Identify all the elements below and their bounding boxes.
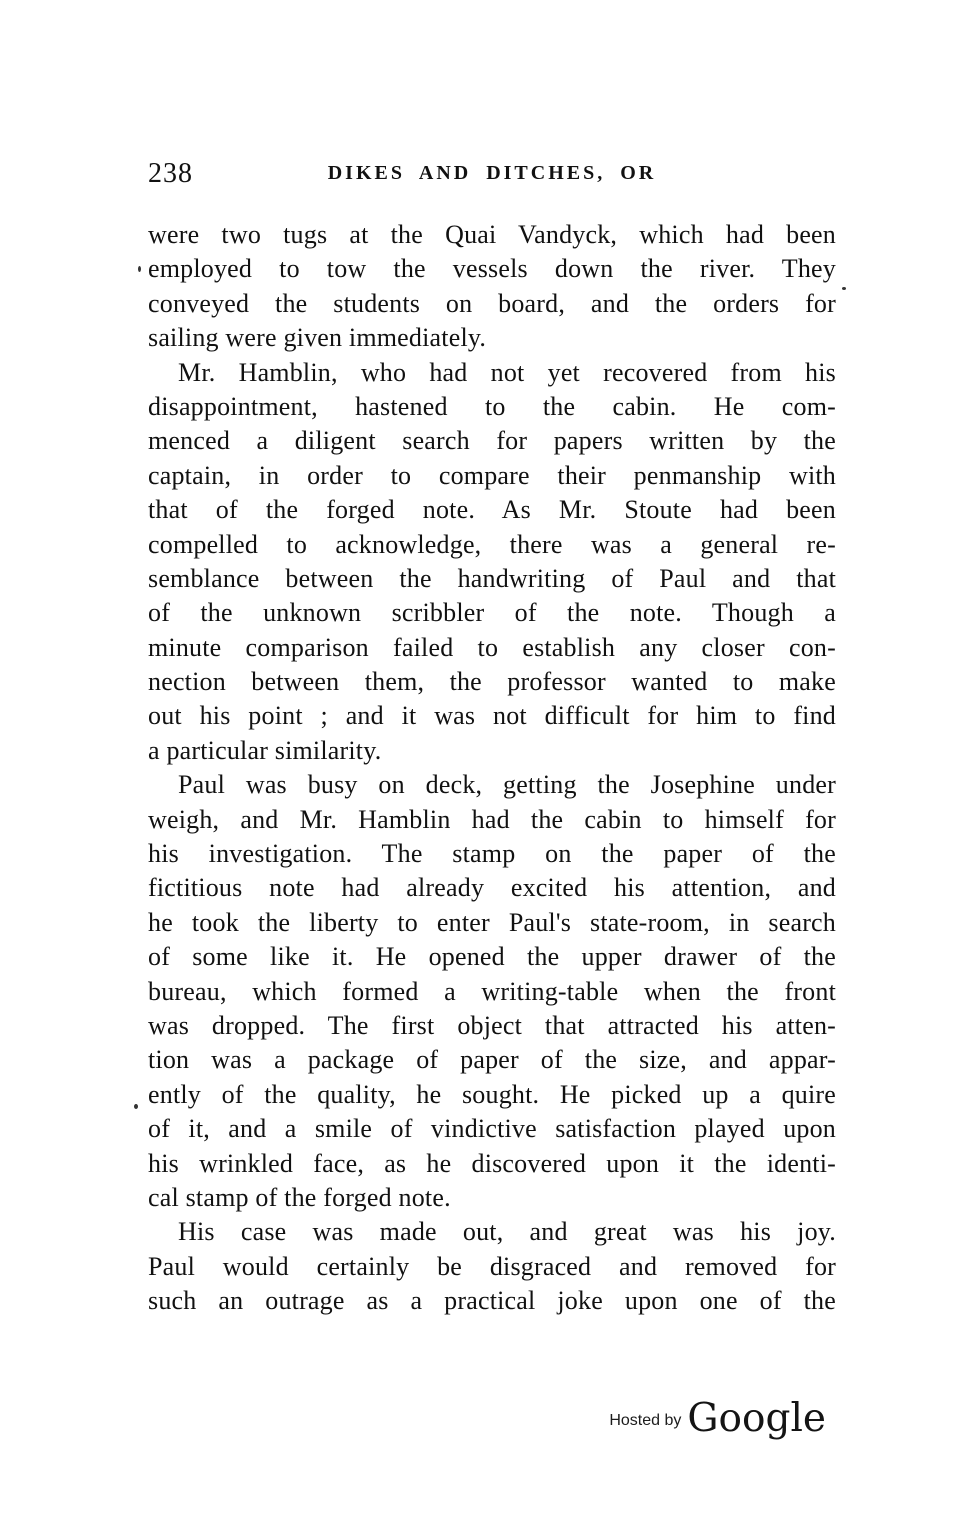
- text-line: His case was made out, and great was his joy.: [178, 1217, 836, 1247]
- scan-artifact: [842, 287, 846, 290]
- text-body: [148, 218, 836, 1319]
- page-header: [148, 158, 836, 194]
- text-line: minute comparison failed to establish any closer con-: [148, 632, 836, 662]
- text-line: was dropped. The first object that attracted his atten-: [148, 1010, 836, 1040]
- text-line: ently of the quality, he sought. He picked up a quire: [148, 1079, 836, 1109]
- text-line: fictitious note had already excited his attention, and: [148, 873, 836, 903]
- text-line: his wrinkled face, as he discovered upon it the identi-: [148, 1148, 836, 1178]
- text-line: that of the forged note. As Mr. Stoute had been: [148, 495, 836, 525]
- text-line: his investigation. The stamp on the paper of the: [148, 839, 836, 869]
- text-line: sailing were given immediately.: [148, 323, 487, 353]
- text-line: tion was a package of paper of the size, and appar-: [148, 1045, 836, 1075]
- text-line: cal stamp of the forged note.: [148, 1182, 451, 1212]
- text-line: a particular similarity.: [148, 735, 382, 765]
- text-line: were two tugs at the Quai Vandyck, which had been: [148, 220, 836, 249]
- text-line: menced a diligent search for papers written by the: [148, 426, 836, 456]
- scan-artifact: [134, 1104, 138, 1109]
- text-line: Paul would certainly be disgraced and removed for: [148, 1251, 836, 1281]
- text-line: out his point ; and it was not difficult for him to find: [148, 701, 836, 731]
- text-line: Paul was busy on deck, getting the Josephine under: [178, 770, 836, 800]
- text-line: semblance between the handwriting of Paul and that: [148, 563, 836, 593]
- text-line: weigh, and Mr. Hamblin had the cabin to himself for: [148, 804, 836, 834]
- text-line: such an outrage as a practical joke upon one of the: [148, 1286, 836, 1316]
- text-line: compelled to acknowledge, there was a general re-: [148, 529, 836, 559]
- text-line: of it, and a smile of vindictive satisfaction played upon: [148, 1114, 836, 1144]
- text-line: captain, in order to compare their penmanship with: [148, 460, 836, 490]
- footer-watermark: [609, 1392, 826, 1444]
- text-line: disappointment, hastened to the cabin. He com-: [148, 391, 836, 421]
- text-line: he took the liberty to enter Paul's state-room, in search: [148, 907, 836, 937]
- scan-artifact: [138, 266, 141, 272]
- text-line: Mr. Hamblin, who had not yet recovered from his: [178, 357, 836, 387]
- text-line: nection between them, the professor wanted to make: [148, 667, 836, 697]
- text-line: of some like it. He opened the upper drawer of the: [148, 942, 836, 972]
- text-line: conveyed the students on board, and the orders for: [148, 288, 836, 318]
- text-line: of the unknown scribbler of the note. Though a: [148, 598, 836, 628]
- hosted-by-label: Hosted by: [609, 1412, 682, 1429]
- text-line: bureau, which formed a writing-table when the front: [148, 976, 836, 1006]
- google-logo: Google: [687, 1395, 826, 1441]
- page-number: 238: [148, 158, 193, 189]
- running-title: DIKES AND DITCHES, OR: [327, 162, 657, 184]
- text-line: employed to tow the vessels down the river. They: [148, 254, 836, 284]
